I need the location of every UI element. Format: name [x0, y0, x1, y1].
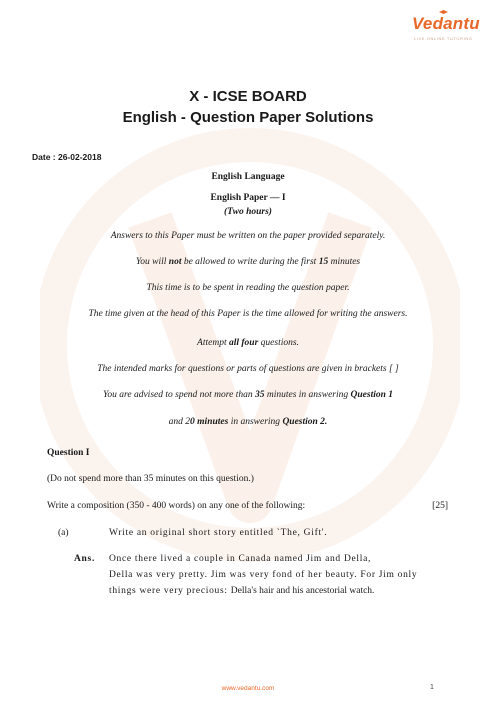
answer-label: Ans.: [74, 554, 96, 564]
instruction-8: and 20 minutes in answering Question 2.: [168, 417, 328, 427]
board-title: X - ICSE BOARD: [189, 88, 307, 105]
logo-wordmark: Vedantu: [412, 14, 480, 33]
instruction-2: You will not be allowed to write during the first 15 minutes: [135, 257, 361, 267]
instruction-5: Attempt all four questions.: [197, 338, 299, 348]
answer-line-2: Della was very pretty. Jim was very fond of her beauty. For Jim only: [109, 570, 418, 580]
option-text: Write an original short story entitled `The, Gift'.: [109, 528, 328, 538]
question-marks: [25]: [432, 501, 448, 511]
vedantu-logo: [402, 14, 480, 48]
instruction-7: You are advised to spend not more than 35 minutes in answering Question 1: [102, 390, 394, 400]
document-title: English - Question Paper Solutions: [122, 109, 374, 126]
answer-line-1: Once there lived a couple in Canada named Jim and Della,: [109, 554, 372, 564]
footer-website-link[interactable]: www.vedantu.com: [221, 685, 275, 692]
paper-name: English Paper — I: [210, 193, 286, 203]
paper-duration: (Two hours): [224, 207, 272, 217]
question-heading: Question I: [47, 448, 90, 458]
page-number: 1: [430, 684, 434, 691]
exam-date: Date : 26-02-2018: [32, 152, 102, 162]
instruction-6: The intended marks for questions or parts of questions are given in brackets [ ]: [97, 364, 399, 374]
subject-heading: English Language: [211, 172, 285, 182]
answer-line-3: things were very precious: Della's hair and his ancestorial watch.: [109, 586, 375, 596]
instruction-1: Answers to this Paper must be written on the paper provided separately.: [110, 231, 386, 241]
logo-tagline: LIVE ONLINE TUTORING: [414, 36, 473, 41]
instruction-3: This time is to be spent in reading the question paper.: [146, 283, 350, 293]
instruction-4: The time given at the head of this Paper is the time allowed for writing the answers.: [88, 309, 408, 319]
question-prompt: Write a composition (350 - 400 words) on any one of the following:: [47, 501, 306, 511]
question-note: (Do not spend more than 35 minutes on this question.): [47, 474, 254, 484]
option-label: (a): [58, 528, 69, 538]
